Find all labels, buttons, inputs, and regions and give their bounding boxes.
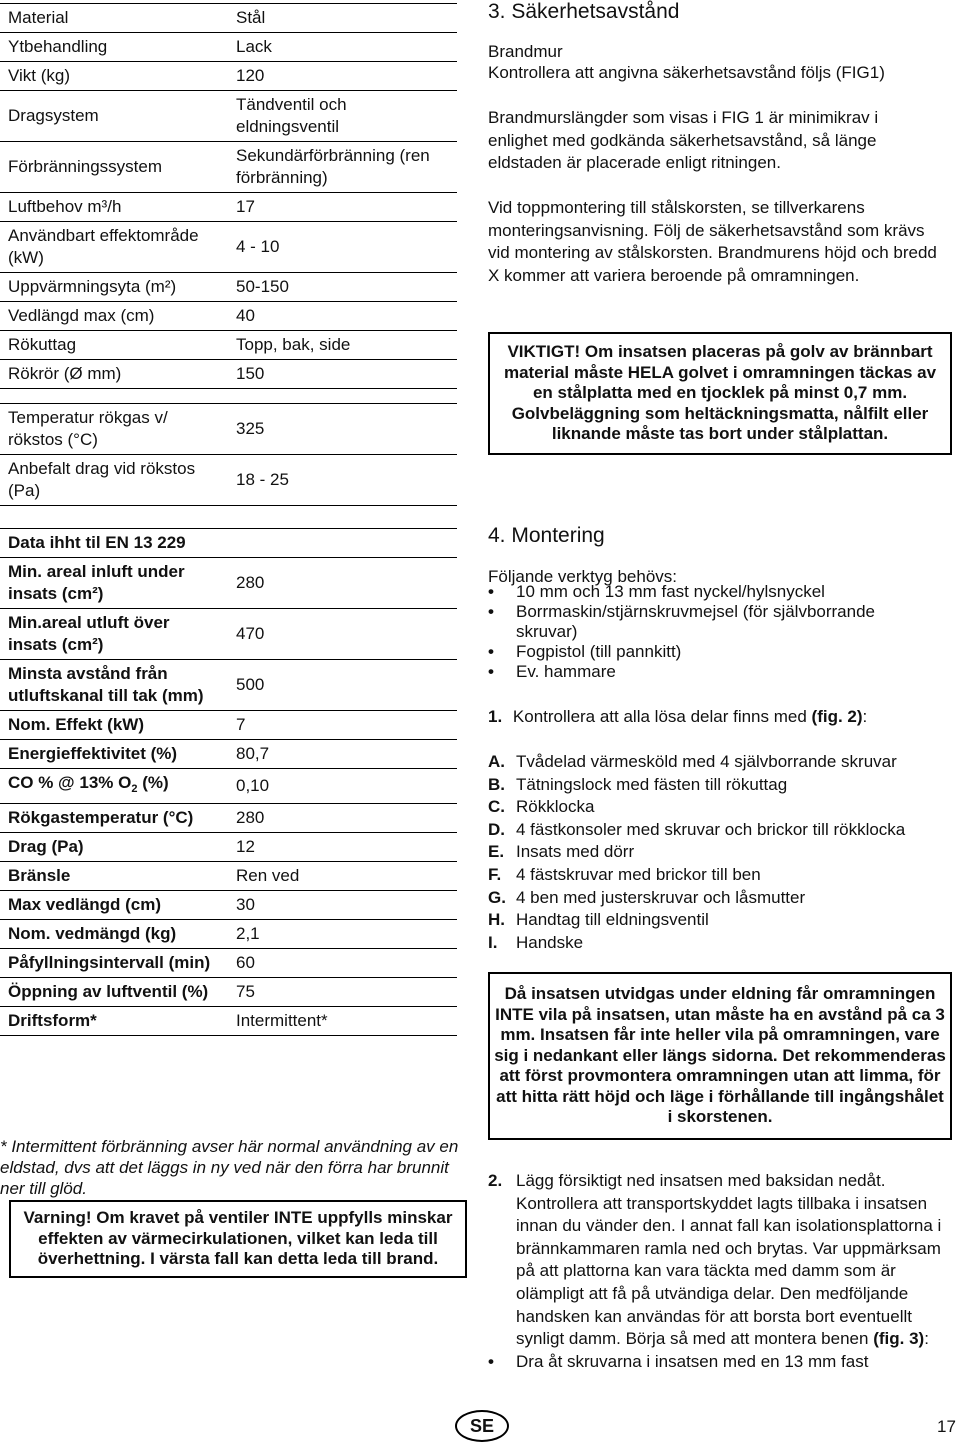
step-2-end: : xyxy=(924,1329,929,1349)
part-label: A. xyxy=(488,752,505,771)
part-text: Rökklocka xyxy=(516,797,595,817)
spec-key: Rökgastemperatur (°C) xyxy=(0,804,228,833)
parts-list xyxy=(488,751,948,954)
spec-key: Rökuttag xyxy=(0,331,228,360)
spec-key: Dragsystem xyxy=(0,91,228,142)
warning-box: Varning! Om kravet på ventiler INTE uppfylls minskar effekten av värmecirkulationen, vilket kan leda till överhettning. I värsta fall kan detta leda till brand. xyxy=(9,1200,467,1278)
bullet-icon: • xyxy=(488,1351,494,1371)
part-label: F. xyxy=(488,864,502,884)
spec-key: Luftbehov m³/h xyxy=(0,193,228,222)
spec-value: 75 xyxy=(228,978,457,1007)
spec-value: 7 xyxy=(228,711,457,740)
language-badge: SE xyxy=(455,1410,509,1442)
spec-value: 500 xyxy=(228,660,457,711)
tool-item: • Fogpistol (till pannkitt) xyxy=(488,642,938,662)
spec-key: Vikt (kg) xyxy=(0,62,228,91)
spec-value: 60 xyxy=(228,949,457,978)
co-unit: (%) xyxy=(137,773,169,792)
part-label: H. xyxy=(488,910,505,930)
part-text: 4 fästskruvar med brickor till ben xyxy=(516,864,761,884)
step-2-text xyxy=(516,1170,948,1351)
part-item xyxy=(488,864,948,887)
step-2-bullet xyxy=(488,1351,948,1374)
spec-row xyxy=(0,273,457,302)
spec-row xyxy=(0,891,457,920)
spec-section-title: Data ihht til EN 13 229 xyxy=(0,529,457,558)
co-label: CO % @ 13% O xyxy=(8,773,132,792)
spec-key: Förbränningssystem xyxy=(0,142,228,193)
spec-row xyxy=(0,804,457,833)
spec-value: 2,1 xyxy=(228,920,457,949)
spec-row xyxy=(0,302,457,331)
spec-row xyxy=(0,33,457,62)
spacer-row xyxy=(0,506,457,529)
spec-key: Bränsle xyxy=(0,862,228,891)
part-label: E. xyxy=(488,842,505,862)
spec-key: Energieffektivitet (%) xyxy=(0,740,228,769)
part-item xyxy=(488,932,948,955)
spec-row xyxy=(0,862,457,891)
spec-value: 80,7 xyxy=(228,740,457,769)
tools-intro: Följande verktyg behövs: xyxy=(488,567,677,586)
spec-key: Max vedlängd (cm) xyxy=(0,891,228,920)
spec-value: 470 xyxy=(228,609,457,660)
spec-row xyxy=(0,978,457,1007)
subtitle-brandmur: Brandmur xyxy=(488,42,563,61)
part-item xyxy=(488,841,948,864)
spec-value: 280 xyxy=(228,558,457,609)
spec-value: 0,10 xyxy=(228,769,457,804)
section-row xyxy=(0,529,457,558)
part-item xyxy=(488,819,948,842)
paragraph-3: Vid toppmontering till stålskorsten, se tillverkarens monteringsanvisning. Följ de säkerhetsavstånd som krävs vid montering av stålskorsten. Brandmurens höjd och bredd X kommer att variera beroende på omramningen. xyxy=(488,198,937,285)
spec-row xyxy=(0,91,457,142)
spec-row xyxy=(0,404,457,455)
part-label: D. xyxy=(488,819,505,839)
spec-key: Öppning av luftventil (%) xyxy=(0,978,228,1007)
paragraph-1: Kontrollera att angivna säkerhetsavstånd följs (FIG1) xyxy=(488,63,885,82)
spec-row xyxy=(0,331,457,360)
footnote: * Intermittent förbränning avser här normal användning av en eldstad, dvs att det läggs in ny ved när den förra har brunnit ner till glöd. xyxy=(0,1137,459,1198)
part-text: Tvådelad värmesköld med 4 självborrande skruvar xyxy=(516,752,897,771)
spec-row xyxy=(0,740,457,769)
spec-value: 18 - 25 xyxy=(228,455,457,506)
step-1-ref: (fig. 2) xyxy=(811,707,863,726)
spec-value: Lack xyxy=(228,33,457,62)
spec-key: Nom. vedmängd (kg) xyxy=(0,920,228,949)
part-item xyxy=(488,796,948,819)
spec-row xyxy=(0,62,457,91)
spec-value: 4 - 10 xyxy=(228,222,457,273)
part-item xyxy=(488,887,948,910)
spec-key: Temperatur rökgas v/ rökstos (°C) xyxy=(0,404,228,455)
spec-row xyxy=(0,660,457,711)
step-1 xyxy=(488,706,918,729)
part-item xyxy=(488,909,948,932)
spec-key: Påfyllningsintervall (min) xyxy=(0,949,228,978)
spec-row xyxy=(0,769,457,804)
spec-row xyxy=(0,711,457,740)
spec-value: Ren ved xyxy=(228,862,457,891)
step-2 xyxy=(488,1170,948,1373)
spec-value: 12 xyxy=(228,833,457,862)
spec-key: Nom. Effekt (kW) xyxy=(0,711,228,740)
part-text: Tätningslock med fästen till rökuttag xyxy=(516,774,788,794)
part-label: I. xyxy=(488,932,498,952)
step-1-end: : xyxy=(862,707,868,726)
spec-row xyxy=(0,833,457,862)
spec-key: Vedlängd max (cm) xyxy=(0,302,228,331)
important-box: VIKTIGT! Om insatsen placeras på golv av brännbart material måste HELA golvet i omramningen täckas av en stålplatta med en tjocklek på minst 0,7 mm. Golvbeläggning som heltäckningsmatta, nålfilt eller liknande måste tas bort under stålplattan. xyxy=(488,332,952,455)
spec-value: Topp, bak, side xyxy=(228,331,457,360)
part-text: Insats med dörr xyxy=(516,842,635,862)
step-2-number: 2. xyxy=(488,1171,503,1190)
page-number: 17 xyxy=(937,1417,956,1436)
tools-list xyxy=(488,582,938,682)
spec-row xyxy=(0,1007,457,1036)
part-label: G. xyxy=(488,887,506,907)
step-2-body: Lägg försiktigt ned insatsen med baksidan nedåt. Kontrollera att transportskyddet lagts tillbaka i insatsen innan du vänder den. I annat fall kan isolationsplattorna i brännkammaren ramla ned och brytas. Var uppmärksam på att plattorna kan vara täckta med damm som är olämpligt att få på utvändiga delar. Den medföljande handsken kan användas för att borsta bort eventuellt synligt damm. Börja så med att montera benen xyxy=(516,1171,942,1349)
section-4-title: 4. Montering xyxy=(488,524,605,547)
section-3-title: 3. Säkerhetsavstånd xyxy=(488,0,680,23)
part-item xyxy=(488,751,948,774)
spec-value: 120 xyxy=(228,62,457,91)
spec-key xyxy=(0,769,228,804)
step-2-bullet-text: Dra åt skruvarna i insatsen med en 13 mm fast xyxy=(516,1351,869,1371)
part-text: 4 ben med justerskruvar och låsmutter xyxy=(516,887,806,907)
step-2-ref: (fig. 3) xyxy=(873,1329,925,1349)
tool-item: • 10 mm och 13 mm fast nyckel/hylsnyckel xyxy=(488,582,938,602)
spec-value: 17 xyxy=(228,193,457,222)
spec-row xyxy=(0,193,457,222)
spec-key: Drag (Pa) xyxy=(0,833,228,862)
step-1-text: Kontrollera att alla lösa delar finns med xyxy=(512,707,812,726)
spec-value: Tändventil och eldningsventil xyxy=(228,91,457,142)
spec-key: Ytbehandling xyxy=(0,33,228,62)
spacer-row xyxy=(0,389,457,404)
spec-value: 50-150 xyxy=(228,273,457,302)
spec-value: 40 xyxy=(228,302,457,331)
paragraph-2: Brandmurslängder som visas i FIG 1 är minimikrav i enlighet med godkända säkerhetsavstånd, så länge eldstaden är placerade enligt ritningen. xyxy=(488,108,879,172)
spec-row xyxy=(0,222,457,273)
spec-table xyxy=(0,3,457,1036)
spec-row xyxy=(0,920,457,949)
spec-key: Material xyxy=(0,4,228,33)
spec-value: Sekundärförbränning (ren förbränning) xyxy=(228,142,457,193)
tool-item: • Borrmaskin/stjärnskruvmejsel (för självborrande skruvar) xyxy=(488,602,938,642)
spec-key: Minsta avstånd från utluftskanal till tak (mm) xyxy=(0,660,228,711)
spec-row xyxy=(0,949,457,978)
tool-item: • Ev. hammare xyxy=(488,662,938,682)
expansion-box: Då insatsen utvidgas under eldning får omramningen INTE vila på insatsen, utan måste ha en avstånd på ca 3 mm. Insatsen får inte heller vila på omramningen, vare sig i nedankant eller längs sidorna. Det rekommenderas att först provmontera omramningen utan att limma, för att hitta rätt höjd och läge i förhållande till ingångshålet i skorstenen. xyxy=(488,972,952,1140)
spec-row xyxy=(0,142,457,193)
spec-key: Uppvärmningsyta (m²) xyxy=(0,273,228,302)
co-sub: 2 xyxy=(131,783,138,795)
spec-key: Användbart effektområde (kW) xyxy=(0,222,228,273)
spec-key: Min. areal inluft under insats (cm²) xyxy=(0,558,228,609)
spec-value: Stål xyxy=(228,4,457,33)
step-1-number: 1. xyxy=(488,707,503,726)
spec-row xyxy=(0,455,457,506)
part-item xyxy=(488,774,948,797)
spec-value: 325 xyxy=(228,404,457,455)
spec-value: Intermittent* xyxy=(228,1007,457,1036)
part-text: Handtag till eldningsventil xyxy=(516,910,709,930)
spec-row xyxy=(0,360,457,389)
spec-key: Min.areal utluft över insats (cm²) xyxy=(0,609,228,660)
spec-row xyxy=(0,4,457,33)
spec-value: 30 xyxy=(228,891,457,920)
spec-key: Rökrör (Ø mm) xyxy=(0,360,228,389)
spec-value: 150 xyxy=(228,360,457,389)
part-label: B. xyxy=(488,774,505,794)
spec-key: Anbefalt drag vid rökstos (Pa) xyxy=(0,455,228,506)
part-label: C. xyxy=(488,797,505,817)
spec-key: Driftsform* xyxy=(0,1007,228,1036)
spec-value: 280 xyxy=(228,804,457,833)
part-text: Handske xyxy=(516,932,584,952)
section-3-intro xyxy=(488,41,948,83)
part-text: 4 fästkonsoler med skruvar och brickor till rökklocka xyxy=(516,819,906,839)
spec-row xyxy=(0,609,457,660)
spec-row xyxy=(0,558,457,609)
